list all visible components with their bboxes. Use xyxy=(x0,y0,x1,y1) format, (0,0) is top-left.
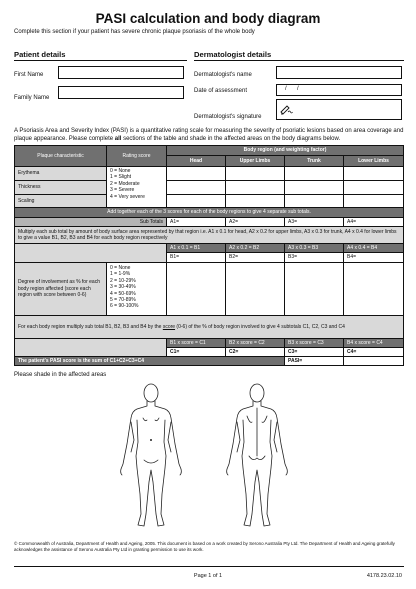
date-of-assessment-field[interactable] xyxy=(276,84,402,96)
score-cell-thickness-trunk[interactable] xyxy=(285,181,343,194)
first-name-label: First Name xyxy=(14,72,44,78)
score-cell-scaling-lower-limbs[interactable] xyxy=(344,195,403,207)
pen-signature-icon xyxy=(280,104,293,115)
pasi-total-note: The patient's PASI score is the sum of C1+C2+C3+C4 xyxy=(15,357,284,365)
involvement-scale-item: 6 = 90-100% xyxy=(110,303,139,310)
value-c3[interactable]: C3= xyxy=(285,348,343,356)
multiply-score-note-before: For each body region multiply sub total B1, B2, B3 and B4 by the xyxy=(18,323,163,330)
b-row-spacer xyxy=(15,244,166,262)
col-header-lower-limbs: Lower Limbs xyxy=(344,156,403,166)
involvement-label: Degree of involvement as % for each body region affected (score each region with score between 0-6) xyxy=(15,263,106,315)
involvement-scale-item: 1 = 1-9% xyxy=(110,271,131,278)
patient-details-heading: Patient details xyxy=(14,50,66,59)
score-cell-erythema-head[interactable] xyxy=(167,167,225,180)
col-header-head: Head xyxy=(167,156,225,166)
score-cell-erythema-upper-limbs[interactable] xyxy=(226,167,284,180)
date-of-assessment-label: Date of assessment xyxy=(194,88,248,94)
dermatologist-signature-label: Dermatologist's signature xyxy=(194,114,262,120)
dermatologist-signature-field[interactable] xyxy=(276,99,402,120)
formula-b1: A1 x 0.1 = B1 xyxy=(167,244,225,252)
copyright-notice: © Commonwealth of Australia, Department of Health and Ageing, 2005. This document is based on a work created by Serono Australia Pty Ltd. The Department of Health and Ageing gratefully acknowledges the assistance of Serono Australia Pty Ltd in granting permission to use its work. xyxy=(14,541,395,552)
shade-instruction: Please shade in the affected areas xyxy=(14,372,107,378)
score-cell-scaling-trunk[interactable] xyxy=(285,195,343,207)
score-cell-scaling-upper-limbs[interactable] xyxy=(226,195,284,207)
involvement-scale-item: 5 = 70-89% xyxy=(110,297,136,304)
multiply-note: Multiply each sub total by amount of body surface area represented by that region i.e. A1 x 0.1 for head, A2 x 0.2 for upper limbs, A3 x 0.3 for trunk, A4 x 0.4 for lower limbs to give a value B1, B2, B3 and B4 for each body region respectively xyxy=(15,227,403,243)
involvement-scale-item: 2 = 10-29% xyxy=(110,277,136,284)
rating-scale-list xyxy=(107,167,166,207)
rating-scale-item: 0 = None xyxy=(110,168,131,174)
footer-rule xyxy=(14,566,404,567)
row-label-scaling: Scaling xyxy=(15,195,106,207)
subtotal-a4[interactable]: A4= xyxy=(344,218,403,226)
involvement-scale-item: 4 = 50-69% xyxy=(110,290,136,297)
value-b2[interactable]: B2= xyxy=(226,253,284,262)
col-header-characteristic: Plaque characteristic xyxy=(15,146,106,166)
row-label-thickness: Thickness xyxy=(15,181,106,194)
formula-b3: A3 x 0.3 = B3 xyxy=(285,244,343,252)
rating-scale-item: 3 = Severe xyxy=(110,187,135,194)
dermatologist-heading-rule xyxy=(194,60,404,61)
rating-scale-item: 1 = Slight xyxy=(110,174,131,181)
col-header-rating: Rating score xyxy=(107,146,166,166)
intro-text-after: sections of the table and shade in the affected areas on the body diagrams below. xyxy=(121,136,341,143)
col-header-region-group: Body region (and weighting factor) xyxy=(167,146,403,155)
subtotal-a1[interactable]: A1= xyxy=(167,218,225,226)
pasi-score-field[interactable]: PASI= xyxy=(285,357,343,365)
rating-scale-item: 2 = Moderate xyxy=(110,180,140,187)
row-label-erythema: Erythema xyxy=(15,167,106,180)
subtotals-label: Sub Totals xyxy=(15,218,166,226)
involvement-cell-upper-limbs[interactable] xyxy=(226,263,284,315)
pasi-intro-text xyxy=(14,127,404,143)
multiply-score-note-after: (0-6) of the % of body region involved to give 4 subtotals C1, C2, C3 and C4 xyxy=(175,323,345,330)
multiply-score-note xyxy=(15,316,403,338)
patient-heading-rule xyxy=(14,60,187,61)
formula-b4: A4 x 0.4 = B4 xyxy=(344,244,403,252)
page-title: PASI calculation and body diagram xyxy=(95,11,321,26)
score-cell-scaling-head[interactable] xyxy=(167,195,225,207)
score-cell-erythema-trunk[interactable] xyxy=(285,167,343,180)
value-c1[interactable]: C1= xyxy=(167,348,225,356)
col-header-upper-limbs: Upper Limbs xyxy=(226,156,284,166)
page-number: Page 1 of 1 xyxy=(193,573,223,579)
formula-c4: B4 x score = C4 xyxy=(344,339,403,347)
add-together-note: Add together each of the 3 scores for each of the body regions to give 4 separate sub totals. xyxy=(15,208,403,217)
intro-text-before: A Psoriasis Area and Severity Index (PASI) is a quantitative rating scale for measuring the severity of psoriatic lesions based on area coverage and plaque appearance. Please complete xyxy=(14,128,404,143)
subtotal-a3[interactable]: A3= xyxy=(285,218,343,226)
involvement-cell-lower-limbs[interactable] xyxy=(344,263,403,315)
form-code: 4178.23.02.10 xyxy=(366,573,402,579)
score-cell-erythema-lower-limbs[interactable] xyxy=(344,167,403,180)
score-cell-thickness-lower-limbs[interactable] xyxy=(344,181,403,194)
formula-c3: B3 x score = C3 xyxy=(285,339,343,347)
intro-text-bold: all xyxy=(114,136,122,143)
score-cell-thickness-upper-limbs[interactable] xyxy=(226,181,284,194)
family-name-field[interactable] xyxy=(58,86,184,99)
involvement-cell-head[interactable] xyxy=(167,263,225,315)
value-b4[interactable]: B4= xyxy=(344,253,403,262)
formula-c2: B2 x score = C2 xyxy=(226,339,284,347)
c-row-spacer xyxy=(15,339,166,356)
body-diagram-front[interactable] xyxy=(110,382,192,534)
page-subtitle: Complete this section if your patient has severe chronic plaque psoriasis of the whole body xyxy=(14,29,255,35)
multiply-score-note-underline: score xyxy=(162,323,176,330)
involvement-scale-item: 3 = 30-49% xyxy=(110,284,136,291)
pasi-blank-cell xyxy=(344,357,403,365)
date-separator-2: / xyxy=(297,86,299,92)
pasi-table xyxy=(14,145,404,366)
value-c2[interactable]: C2= xyxy=(226,348,284,356)
date-separator-1: / xyxy=(285,86,287,92)
involvement-scale-item: 0 = None xyxy=(110,265,131,271)
rating-scale-item: 4 = Very severe xyxy=(110,193,145,200)
score-cell-thickness-head[interactable] xyxy=(167,181,225,194)
dermatologist-details-heading: Dermatologist details xyxy=(194,50,272,59)
first-name-field[interactable] xyxy=(58,66,184,79)
formula-c1: B1 x score = C1 xyxy=(167,339,225,347)
value-b3[interactable]: B3= xyxy=(285,253,343,262)
involvement-cell-trunk[interactable] xyxy=(285,263,343,315)
value-c4[interactable]: C4= xyxy=(344,348,403,356)
col-header-trunk: Trunk xyxy=(285,156,343,166)
body-diagram-back[interactable] xyxy=(216,382,298,534)
dermatologist-name-label: Dermatologist's name xyxy=(194,72,252,78)
family-name-label: Family Name xyxy=(14,95,50,101)
value-b1[interactable]: B1= xyxy=(167,253,225,262)
dermatologist-name-field[interactable] xyxy=(276,66,402,79)
involvement-scale-list xyxy=(107,263,166,315)
formula-b2: A2 x 0.2 = B2 xyxy=(226,244,284,252)
subtotal-a2[interactable]: A2= xyxy=(226,218,284,226)
